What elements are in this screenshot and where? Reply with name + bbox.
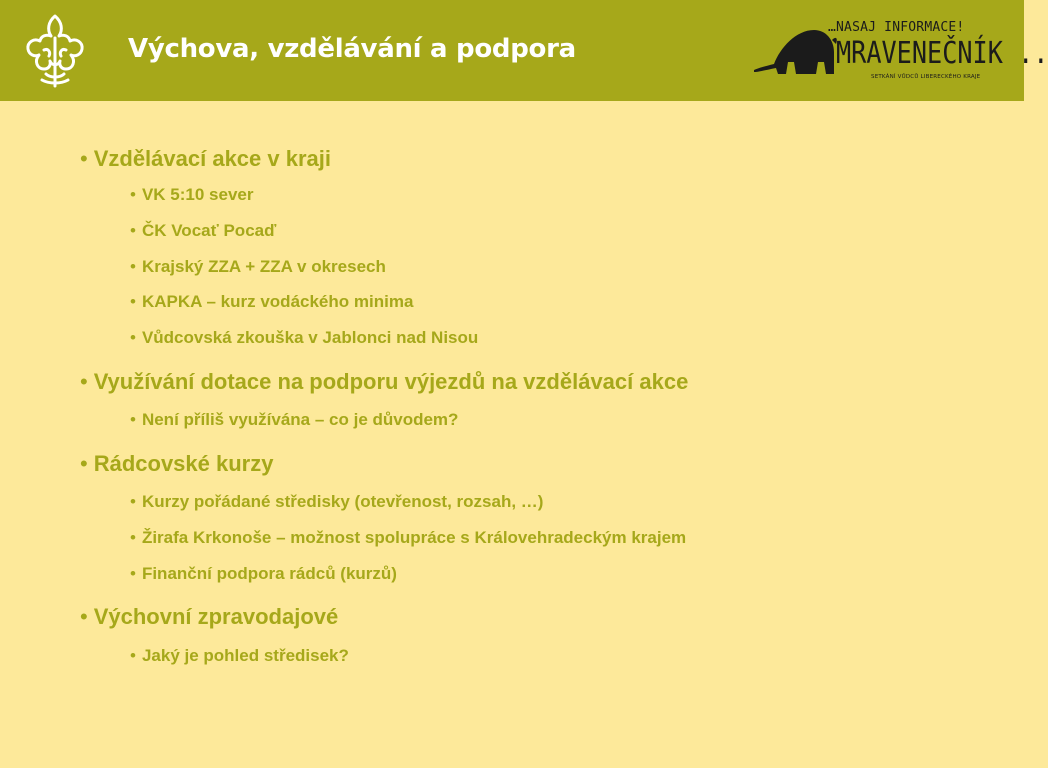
bullet-mark: • (130, 528, 136, 547)
bullet-level1: • Využívání dotace na podporu výjezdů na vzdělávací akce (80, 369, 689, 394)
slide-title: Výchova, vzdělávání a podpora (128, 34, 576, 64)
bullet-mark: • (130, 257, 136, 276)
logo-dots: .. (1018, 36, 1048, 71)
bullet-mark: • (130, 646, 136, 665)
bullet-level2: • Žirafa Krkonoše – možnost spolupráce s Královehradeckým krajem (130, 528, 687, 547)
logo-tagline: …NASAJ INFORMACE! (828, 20, 965, 35)
bullet-mark: • (130, 492, 136, 511)
bullet-level2: • KAPKA – kurz vodáckého minima (130, 292, 414, 311)
bullet-level2: • Vůdcovská zkouška v Jablonci nad Nisou (130, 328, 479, 347)
bullet-level2: • VK 5:10 sever (130, 185, 254, 204)
bullet-mark: • (80, 604, 88, 629)
slide-header (0, 0, 1048, 101)
bullet-mark: • (130, 410, 136, 429)
bullet-level2: • Není příliš využívána – co je důvodem? (130, 410, 459, 429)
bullet-mark: • (80, 369, 88, 394)
bullet-level1: • Rádcovské kurzy (80, 451, 274, 476)
bullet-mark: • (80, 451, 88, 476)
bullet-level1: • Výchovní zpravodajové (80, 604, 339, 629)
bullet-mark: • (130, 564, 136, 583)
bullet-level2: • Kurzy pořádané středisky (otevřenost, rozsah, …) (130, 492, 544, 511)
bullet-mark: • (130, 292, 136, 311)
bullet-level2: • Finanční podpora rádců (kurzů) (130, 564, 397, 583)
bullet-mark: • (130, 221, 136, 240)
bullet-mark: • (80, 146, 88, 171)
bullet-mark: • (130, 185, 136, 204)
bullet-mark: • (130, 328, 136, 347)
logo-subtitle: SETKÁNÍ VŮDCŮ LIBERECKÉHO KRAJE (871, 74, 981, 80)
bullet-level2: • Krajský ZZA + ZZA v okresech (130, 257, 386, 276)
scout-lily-icon (20, 12, 90, 88)
bullet-level2: • ČK Vocať Pocaď (130, 221, 277, 240)
bullet-level2: • Jaký je pohled středisek? (130, 646, 349, 665)
bullet-level1: • Vzdělávací akce v kraji (80, 146, 331, 171)
logo-name: MRAVENEČNÍK .. (836, 36, 1048, 71)
